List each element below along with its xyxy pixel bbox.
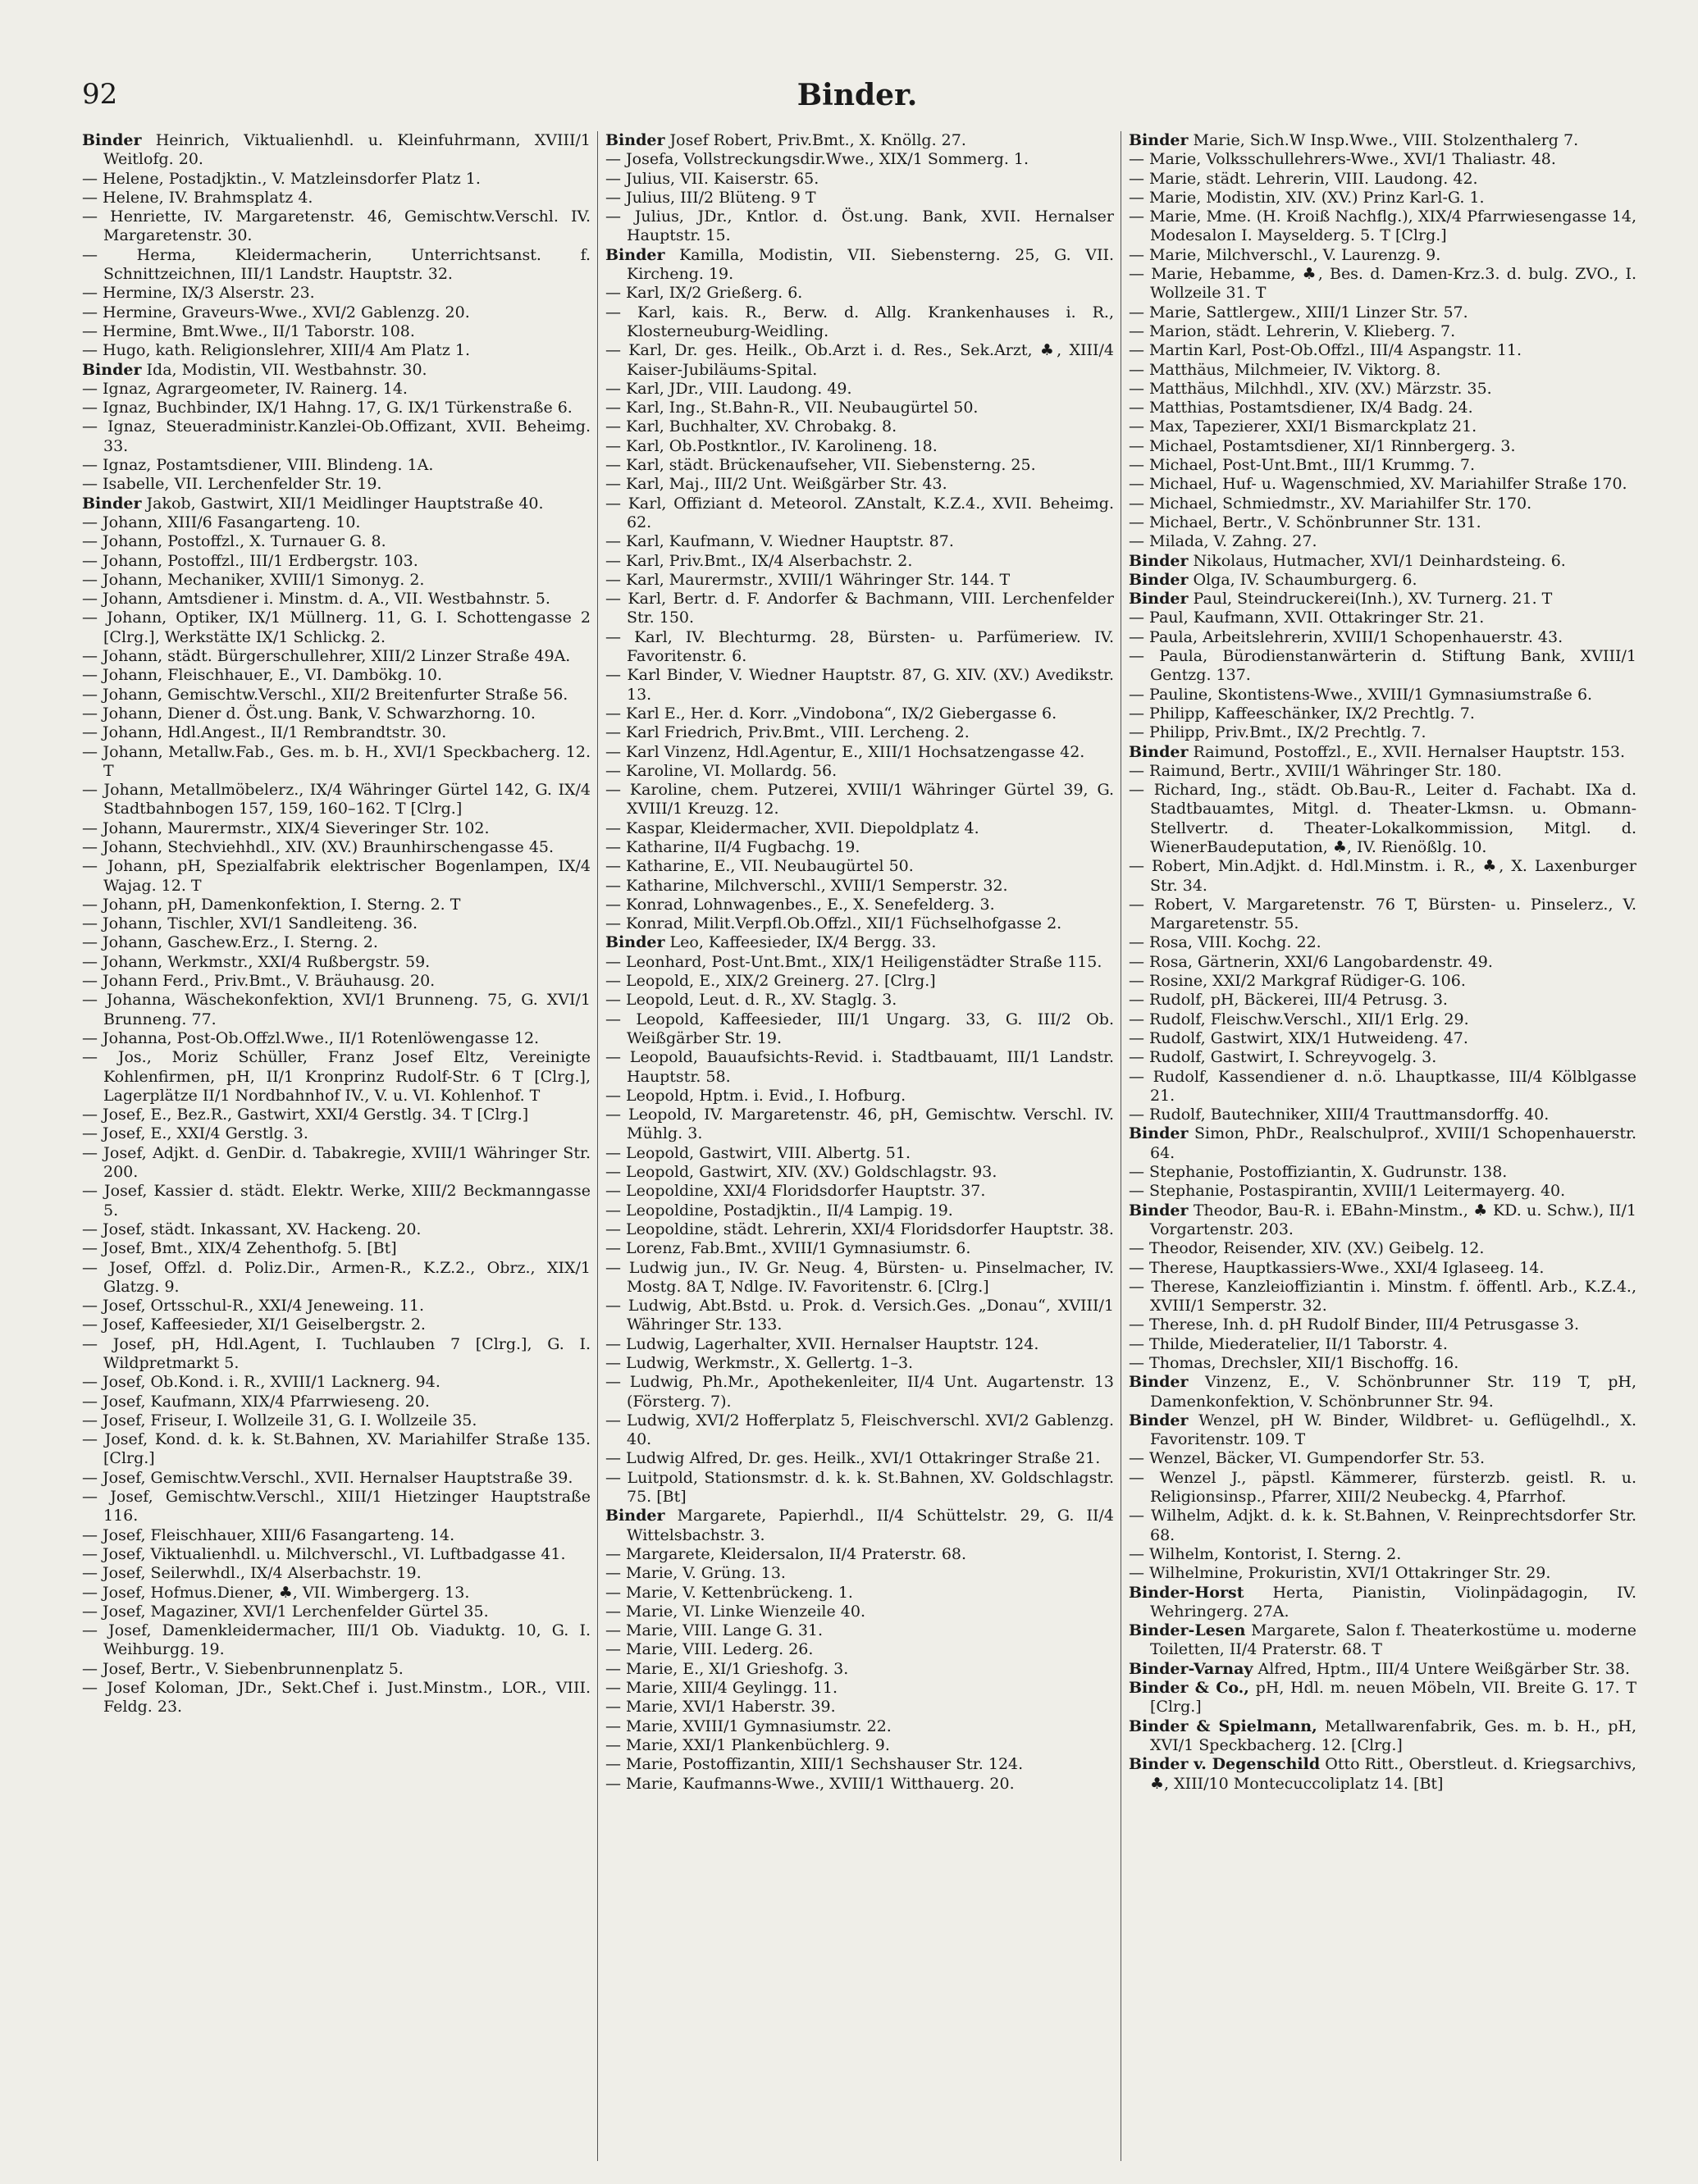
- directory-entry: Binder Leo, Kaffeesieder, IX/4 Bergg. 33.: [605, 933, 937, 952]
- directory-entry: — Ludwig, Abt.Bstd. u. Prok. d. Versich.Ges. „Donau“, XVIII/1 Währinger Str. 133.: [605, 1297, 1114, 1334]
- column-2: [605, 131, 1114, 2165]
- directory-entry: Binder Kamilla, Modistin, VII. Siebensterng. 25, G. VII. Kircheng. 19.: [605, 245, 1114, 284]
- directory-entry: — Josef, Ortsschul-R., XXI/4 Jeneweing. 11.: [82, 1297, 425, 1315]
- directory-entry: — Leopoldine, Postadjktin., II/4 Lampig. 19.: [605, 1201, 953, 1220]
- page-title: Binder.: [797, 78, 918, 112]
- directory-entry: — Josef, Adjkt. d. GenDir. d. Tabakregie, XVIII/1 Währinger Str. 200.: [82, 1143, 591, 1182]
- directory-entry: — Marion, städt. Lehrerin, V. Klieberg. 7.: [1129, 321, 1456, 340]
- directory-entry: — Johann, städt. Bürgerschullehrer, XIII/2 Linzer Straße 49A.: [82, 647, 571, 666]
- directory-entry: — Josef, städt. Inkassant, XV. Hackeng. 20.: [82, 1220, 422, 1238]
- directory-entry: — Johann, Metallw.Fab., Ges. m. b. H., XVI/1 Speckbacherg. 12. T: [82, 742, 591, 780]
- directory-entry: — Marie, V. Grüng. 13.: [605, 1564, 786, 1583]
- directory-entry: — Therese, Hauptkassiers-Wwe., XXI/4 Iglaseeg. 14.: [1129, 1258, 1545, 1277]
- directory-entry: — Katharine, II/4 Fugbachg. 19.: [605, 837, 860, 856]
- directory-entry: — Karl, Dr. ges. Heilk., Ob.Arzt i. d. Res., Sek.Arzt, ♣, XIII/4 Kaiser-Jubiläums-Spital.: [605, 341, 1114, 379]
- directory-entry: — Robert, Min.Adjkt. d. Hdl.Minstm. i. R., ♣, X. Laxenburger Str. 34.: [1129, 857, 1636, 895]
- directory-entry: Binder Jakob, Gastwirt, XII/1 Meidlinger Hauptstraße 40.: [82, 494, 544, 513]
- directory-entry: Binder Margarete, Papierhdl., II/4 Schüttelstr. 29, G. II/4 Wittelsbachstr. 3.: [605, 1507, 1114, 1544]
- directory-entry: — Ignaz, Postamtsdiener, VIII. Blindeng. 1A.: [82, 456, 434, 475]
- directory-entry: — Michael, Bertr., V. Schönbrunner Str. 131.: [1129, 513, 1481, 531]
- directory-columns: [82, 131, 1636, 2165]
- directory-entry: — Leopold, Kaffeesieder, III/1 Ungarg. 33, G. III/2 Ob. Weißgärber Str. 19.: [605, 1010, 1114, 1047]
- directory-entry: — Josef, Damenkleidermacher, III/1 Ob. Viaduktg. 10, G. I. Weihburgg. 19.: [82, 1621, 591, 1659]
- directory-entry: Binder Heinrich, Viktualienhdl. u. Kleinfuhrmann, XVIII/1 Weitlofg. 20.: [82, 131, 591, 169]
- directory-entry: — Leopoldine, XXI/4 Floridsdorfer Hauptstr. 37.: [605, 1182, 986, 1201]
- directory-entry: — Konrad, Lohnwagenbes., E., X. Senefelderg. 3.: [605, 895, 995, 914]
- directory-entry: — Konrad, Milit.Verpfl.Ob.Offzl., XII/1 Füchselhofgasse 2.: [605, 914, 1062, 933]
- directory-entry: — Karl, JDr., VIII. Laudong. 49.: [605, 379, 852, 398]
- directory-entry: — Johann, Gaschew.Erz., I. Sterng. 2.: [82, 933, 378, 952]
- directory-entry: — Karl, Maurermstr., XVIII/1 Währinger Str. 144. T: [605, 570, 1011, 589]
- directory-entry: — Josef, Kaffeesieder, XI/1 Geiselbergstr. 2.: [82, 1315, 426, 1334]
- directory-entry: — Marie, Mme. (H. Kroiß Nachflg.), XIX/4 Pfarrwiesengasse 14, Modesalon I. Mayselderg. 5. T [Clrg.]: [1129, 207, 1636, 245]
- directory-entry: — Helene, Postadjktin., V. Matzleinsdorfer Platz 1.: [82, 169, 481, 188]
- directory-entry: — Karoline, chem. Putzerei, XVIII/1 Währinger Gürtel 39, G. XVIII/1 Kreuzg. 12.: [605, 781, 1114, 818]
- directory-entry: — Matthäus, Milchhdl., XIV. (XV.) Märzstr. 35.: [1129, 379, 1492, 398]
- directory-entry: — Marie, Milchverschl., V. Laurenzg. 9.: [1129, 245, 1441, 264]
- directory-entry: — Johann Ferd., Priv.Bmt., V. Bräuhausg. 20.: [82, 972, 436, 991]
- directory-entry: — Josef, Seilerwhdl., IX/4 Alserbachstr. 19.: [82, 1564, 422, 1583]
- directory-entry: — Michael, Huf- u. Wagenschmied, XV. Mariahilfer Straße 170.: [1129, 475, 1627, 494]
- directory-entry: — Kaspar, Kleidermacher, XVII. Diepoldplatz 4.: [605, 818, 979, 837]
- directory-entry: — Leonhard, Post-Unt.Bmt., XIX/1 Heiligenstädter Straße 115.: [605, 952, 1102, 971]
- directory-entry: — Josef, Friseur, I. Wollzeile 31, G. I. Wollzeile 35.: [82, 1411, 477, 1429]
- directory-entry: — Johann, Amtsdiener i. Minstm. d. A., VII. Westbahnstr. 5.: [82, 590, 550, 609]
- directory-entry: — Marie, Kaufmanns-Wwe., XVIII/1 Witthauerg. 20.: [605, 1774, 1015, 1793]
- directory-entry: — Marie, XIII/4 Geylingg. 11.: [605, 1679, 838, 1698]
- directory-entry: — Marie, Volksschullehrers-Wwe., XVI/1 Thaliastr. 48.: [1129, 150, 1556, 169]
- directory-entry: — Johann, Diener d. Öst.ung. Bank, V. Schwarzhorng. 10.: [82, 704, 536, 723]
- directory-entry: — Leopold, Leut. d. R., XV. Staglg. 3.: [605, 991, 897, 1010]
- directory-entry: Binder-Varnay Alfred, Hptm., III/4 Untere Weißgärber Str. 38.: [1129, 1659, 1630, 1678]
- directory-entry: — Ludwig jun., IV. Gr. Neug. 4, Bürsten- u. Pinselmacher, IV. Mostg. 8A T, Ndlge. IV. Favoritenstr. 6. [Clrg.]: [605, 1258, 1114, 1296]
- directory-entry: — Paula, Arbeitslehrerin, XVIII/1 Schopenhauerstr. 43.: [1129, 627, 1563, 646]
- directory-entry: — Josef, Magaziner, XVI/1 Lerchenfelder Gürtel 35.: [82, 1602, 489, 1621]
- directory-entry: — Ignaz, Steueradministr.Kanzlei-Ob.Offizant, XVII. Beheimg. 33.: [82, 417, 591, 455]
- directory-entry: — Johann, Fleischhauer, E., VI. Dambökg. 10.: [82, 666, 442, 685]
- directory-entry: — Josef, E., XXI/4 Gerstlg. 3.: [82, 1124, 308, 1143]
- directory-entry: — Josef, E., Bez.R., Gastwirt, XXI/4 Gerstlg. 34. T [Clrg.]: [82, 1106, 529, 1124]
- directory-entry: — Ludwig, XVI/2 Hofferplatz 5, Fleischverschl. XVI/2 Gablenzg. 40.: [605, 1411, 1114, 1449]
- directory-entry: — Raimund, Bertr., XVIII/1 Währinger Str. 180.: [1129, 761, 1502, 780]
- directory-entry: — Josef, Hofmus.Diener, ♣, VII. Wimbergerg. 13.: [82, 1583, 470, 1602]
- directory-entry: Binder Ida, Modistin, VII. Westbahnstr. 30.: [82, 360, 427, 379]
- directory-entry: — Leopoldine, städt. Lehrerin, XXI/4 Floridsdorfer Hauptstr. 38.: [605, 1220, 1114, 1238]
- directory-entry: — Josef, Gemischtw.Verschl., XVII. Hernalser Hauptstraße 39.: [82, 1468, 573, 1487]
- directory-entry: — Josef, Bmt., XIX/4 Zehenthofg. 5. [Bt]: [82, 1239, 397, 1258]
- directory-entry: — Rosa, VIII. Kochg. 22.: [1129, 933, 1321, 952]
- directory-entry: — Karl Binder, V. Wiedner Hauptstr. 87, G. XIV. (XV.) Avedikstr. 13.: [605, 666, 1114, 704]
- page-number: 92: [82, 78, 118, 111]
- directory-entry: — Wilhelmine, Prokuristin, XVI/1 Ottakringer Str. 29.: [1129, 1564, 1551, 1583]
- directory-entry: — Rosine, XXI/2 Markgraf Rüdiger-G. 106.: [1129, 972, 1466, 991]
- directory-entry: — Josef, Viktualienhdl. u. Milchverschl., VI. Luftbadgasse 41.: [82, 1544, 566, 1563]
- directory-entry: — Josef, Offzl. d. Poliz.Dir., Armen-R., K.Z.2., Obrz., XIX/1 Glatzg. 9.: [82, 1258, 591, 1296]
- directory-entry: Binder Wenzel, pH W. Binder, Wildbret- u. Geflügelhdl., X. Favoritenstr. 109. T: [1129, 1411, 1636, 1449]
- directory-entry: — Julius, VII. Kaiserstr. 65.: [605, 169, 819, 188]
- directory-entry: — Stephanie, Postoffiziantin, X. Gudrunstr. 138.: [1129, 1163, 1508, 1182]
- directory-entry: — Johanna, Wäschekonfektion, XVI/1 Brunneng. 75, G. XVI/1 Brunneng. 77.: [82, 991, 591, 1028]
- directory-entry: — Johann, Gemischtw.Verschl., XII/2 Breitenfurter Straße 56.: [82, 685, 568, 704]
- directory-entry: — Josef, Gemischtw.Verschl., XIII/1 Hietzinger Hauptstraße 116.: [82, 1488, 591, 1525]
- directory-entry: — Josef, Kaufmann, XIX/4 Pfarrwieseng. 20.: [82, 1392, 430, 1411]
- directory-entry: — Johann, Mechaniker, XVIII/1 Simonyg. 2.: [82, 570, 425, 589]
- directory-entry: — Henriette, IV. Margaretenstr. 46, Gemischtw.Verschl. IV. Margaretenstr. 30.: [82, 207, 591, 245]
- directory-entry: — Matthias, Postamtsdiener, IX/4 Badg. 24.: [1129, 399, 1473, 417]
- directory-entry: — Marie, VIII. Lange G. 31.: [605, 1621, 824, 1640]
- directory-entry: — Philipp, Kaffeeschänker, IX/2 Prechtlg. 7.: [1129, 704, 1475, 723]
- directory-entry: — Marie, Sattlergew., XIII/1 Linzer Str. 57.: [1129, 303, 1468, 321]
- directory-entry: — Pauline, Skontistens-Wwe., XVIII/1 Gymnasiumstraße 6.: [1129, 685, 1593, 704]
- directory-entry: — Rudolf, Gastwirt, XIX/1 Hutweideng. 47.: [1129, 1028, 1468, 1047]
- directory-entry: — Johann, pH, Spezialfabrik elektrischer Bogenlampen, IX/4 Wajag. 12. T: [82, 857, 591, 895]
- directory-entry: — Karl, Ob.Postkntlor., IV. Karolineng. 18.: [605, 436, 938, 455]
- directory-entry: — Johann, Werkmstr., XXI/4 Rußbergstr. 59.: [82, 952, 431, 971]
- page-header: [82, 78, 1632, 119]
- directory-entry: Binder Marie, Sich.W Insp.Wwe., VIII. Stolzenthalerg 7.: [1129, 131, 1579, 149]
- directory-entry: Binder Nikolaus, Hutmacher, XVI/1 Deinhardsteing. 6.: [1129, 551, 1566, 570]
- directory-entry: — Hermine, Graveurs-Wwe., XVI/2 Gablenzg. 20.: [82, 303, 470, 321]
- directory-entry: — Karl Friedrich, Priv.Bmt., VIII. Lercheng. 2.: [605, 723, 970, 742]
- directory-entry: — Michael, Schmiedmstr., XV. Mariahilfer Str. 170.: [1129, 494, 1532, 513]
- directory-entry: — Therese, Kanzleioffiziantin i. Minstm. f. öffentl. Arb., K.Z.4., XVIII/1 Semperstr. 32.: [1129, 1277, 1636, 1315]
- directory-entry: — Josef, Fleischhauer, XIII/6 Fasangarteng. 14.: [82, 1525, 455, 1544]
- directory-entry: — Johann, Metallmöbelerz., IX/4 Währinger Gürtel 142, G. IX/4 Stadtbahnbogen 157, 159, 160–162. T [Clrg.]: [82, 781, 591, 818]
- directory-entry: — Johann, Stechviehhdl., XIV. (XV.) Braunhirschengasse 45.: [82, 837, 555, 856]
- directory-entry: — Jos., Moriz Schüller, Franz Josef Eltz, Vereinigte Kohlenfirmen, pH, II/1 Kronprinz Rudolf-Str. 6 T [Clrg.], Lagerplätze II/1 Nordbahnhof IV., V. u. VI. Kohlenhof. T: [82, 1048, 591, 1105]
- directory-entry: — Wenzel, Bäcker, VI. Gumpendorfer Str. 53.: [1129, 1449, 1486, 1468]
- directory-entry: — Thilde, Miederatelier, II/1 Taborstr. 4.: [1129, 1334, 1448, 1353]
- directory-entry: — Johann, Postoffzl., III/1 Erdbergstr. 103.: [82, 551, 418, 570]
- directory-entry: — Michael, Postamtsdiener, XI/1 Rinnbergerg. 3.: [1129, 436, 1516, 455]
- directory-entry: — Josef, Ob.Kond. i. R., XVIII/1 Lacknerg. 94.: [82, 1373, 440, 1392]
- directory-entry: — Hugo, kath. Religionslehrer, XIII/4 Am Platz 1.: [82, 341, 470, 360]
- directory-entry: — Karl, städt. Brückenaufseher, VII. Siebensterng. 25.: [605, 456, 1036, 475]
- directory-entry: — Michael, Post-Unt.Bmt., III/1 Krummg. 7.: [1129, 456, 1476, 475]
- directory-entry: — Ludwig Alfred, Dr. ges. Heilk., XVI/1 Ottakringer Straße 21.: [605, 1449, 1101, 1468]
- directory-entry: — Karl, Offiziant d. Meteorol. ZAnstalt, K.Z.4., XVII. Beheimg. 62.: [605, 494, 1114, 531]
- directory-entry: — Therese, Inh. d. pH Rudolf Binder, III/4 Petrusgasse 3.: [1129, 1315, 1580, 1334]
- directory-entry: — Rudolf, pH, Bäckerei, III/4 Petrusg. 3.: [1129, 991, 1448, 1010]
- directory-entry: — Stephanie, Postaspirantin, XVIII/1 Leitermayerg. 40.: [1129, 1182, 1566, 1201]
- directory-entry: — Leopold, Bauaufsichts-Revid. i. Stadtbauamt, III/1 Landstr. Hauptstr. 58.: [605, 1048, 1114, 1086]
- directory-entry: — Theodor, Reisender, XIV. (XV.) Geibelg. 12.: [1129, 1239, 1485, 1258]
- directory-entry: — Leopold, IV. Margaretenstr. 46, pH, Gemischtw. Verschl. IV. Mühlg. 3.: [605, 1106, 1114, 1143]
- directory-entry: — Richard, Ing., städt. Ob.Bau-R., Leiter d. Fachabt. IXa d. Stadtbauamtes, Mitgl. d. Theater-Lkmsn. u. Obmann-Stellvertr. d. Theater-Lokalkommission, Mitgl. d. WienerBaudeputation, ♣, IV. Rienößlg. 10.: [1129, 781, 1636, 856]
- directory-entry: — Paula, Bürodienstanwärterin d. Stiftung Bank, XVIII/1 Gentzg. 137.: [1129, 647, 1636, 685]
- directory-entry: — Ludwig, Lagerhalter, XVII. Hernalser Hauptstr. 124.: [605, 1334, 1039, 1353]
- directory-entry: — Karl E., Her. d. Korr. „Vindobona“, IX/2 Giebergasse 6.: [605, 704, 1057, 723]
- directory-entry: — Rudolf, Bautechniker, XIII/4 Trauttmansdorffg. 40.: [1129, 1106, 1550, 1124]
- directory-entry: Binder Vinzenz, E., V. Schönbrunner Str. 119 T, pH, Damenkonfektion, V. Schönbrunner Str. 94.: [1129, 1373, 1636, 1411]
- directory-entry: — Ludwig, Ph.Mr., Apothekenleiter, II/4 Unt. Augartenstr. 13 (Försterg. 7).: [605, 1373, 1114, 1411]
- directory-entry: — Johann, Postoffzl., X. Turnauer G. 8.: [82, 532, 386, 551]
- directory-entry: — Katharine, E., VII. Neubaugürtel 50.: [605, 857, 914, 876]
- directory-entry: Binder Paul, Steindruckerei(Inh.), XV. Turnerg. 21. T: [1129, 590, 1553, 609]
- directory-entry: — Philipp, Priv.Bmt., IX/2 Prechtlg. 7.: [1129, 723, 1426, 742]
- directory-entry: — Johann, Maurermstr., XIX/4 Sieveringer Str. 102.: [82, 818, 490, 837]
- directory-entry: — Leopold, Gastwirt, XIV. (XV.) Goldschlagstr. 93.: [605, 1163, 997, 1182]
- directory-entry: — Marie, VI. Linke Wienzeile 40.: [605, 1602, 865, 1621]
- directory-entry: — Johann, Optiker, IX/1 Müllnerg. 11, G. I. Schottengasse 2 [Clrg.], Werkstätte IX/1 Schlickg. 2.: [82, 609, 591, 646]
- directory-entry: — Ignaz, Agrargeometer, IV. Rainerg. 14.: [82, 379, 408, 398]
- directory-entry: — Ludwig, Werkmstr., X. Gellertg. 1–3.: [605, 1354, 914, 1372]
- directory-entry: — Leopold, E., XIX/2 Greinerg. 27. [Clrg.]: [605, 972, 936, 991]
- directory-entry: Binder Theodor, Bau-R. i. EBahn-Minstm., ♣ KD. u. Schw.), II/1 Vorgartenstr. 203.: [1129, 1201, 1636, 1238]
- directory-entry: — Herma, Kleidermacherin, Unterrichtsanst. f. Schnittzeichnen, III/1 Landstr. Hauptstr. 32.: [82, 245, 591, 284]
- directory-entry: — Isabelle, VII. Lerchenfelder Str. 19.: [82, 475, 382, 494]
- directory-entry: — Karl, Ing., St.Bahn-R., VII. Neubaugürtel 50.: [605, 399, 979, 417]
- directory-entry: — Johanna, Post-Ob.Offzl.Wwe., II/1 Rotenlöwengasse 12.: [82, 1028, 540, 1047]
- directory-entry: — Josef Koloman, JDr., Sekt.Chef i. Just.Minstm., LOR., VIII. Feldg. 23.: [82, 1679, 591, 1717]
- directory-entry: — Karl, Maj., III/2 Unt. Weißgärber Str. 43.: [605, 475, 947, 494]
- directory-entry: — Hermine, Bmt.Wwe., II/1 Taborstr. 108.: [82, 321, 415, 340]
- directory-entry: Binder v. Degenschild Otto Ritt., Oberstleut. d. Kriegsarchivs, ♣, XIII/10 Montecuccoliplatz 14. [Bt]: [1129, 1755, 1636, 1793]
- directory-entry: — Luitpold, Stationsmstr. d. k. k. St.Bahnen, XV. Goldschlagstr. 75. [Bt]: [605, 1468, 1114, 1507]
- directory-entry: — Ignaz, Buchbinder, IX/1 Hahng. 17, G. IX/1 Türkenstraße 6.: [82, 399, 573, 417]
- directory-entry: — Julius, III/2 Blüteng. 9 T: [605, 188, 816, 207]
- directory-entry: — Karl, Kaufmann, V. Wiedner Hauptstr. 87.: [605, 532, 954, 551]
- directory-entry: — Milada, V. Zahng. 27.: [1129, 532, 1317, 551]
- directory-entry: — Karl, IX/2 Grießerg. 6.: [605, 284, 803, 303]
- directory-entry: — Karl, Priv.Bmt., IX/4 Alserbachstr. 2.: [605, 551, 913, 570]
- directory-entry: Binder & Co., pH, Hdl. m. neuen Möbeln, VII. Breite G. 17. T [Clrg.]: [1129, 1679, 1636, 1717]
- directory-entry: — Leopold, Gastwirt, VIII. Albertg. 51.: [605, 1143, 911, 1162]
- directory-entry: — Robert, V. Margaretenstr. 76 T, Bürsten- u. Pinselerz., V. Margaretenstr. 55.: [1129, 895, 1636, 933]
- directory-entry: — Marie, V. Kettenbrückeng. 1.: [605, 1583, 853, 1602]
- directory-entry: Binder-Lesen Margarete, Salon f. Theaterkostüme u. moderne Toiletten, II/4 Praterstr. 68. T: [1129, 1621, 1636, 1659]
- directory-entry: — Josefa, Vollstreckungsdir.Wwe., XIX/1 Sommerg. 1.: [605, 150, 1029, 169]
- directory-entry: — Karl, Buchhalter, XV. Chrobakg. 8.: [605, 417, 897, 436]
- directory-entry: — Leopold, Hptm. i. Evid., I. Hofburg.: [605, 1086, 906, 1105]
- directory-entry: — Karoline, VI. Mollardg. 56.: [605, 761, 838, 780]
- column-1: [82, 131, 591, 2165]
- directory-entry: — Marie, E., XI/1 Grieshofg. 3.: [605, 1659, 849, 1678]
- directory-entry: Binder Raimund, Postoffzl., E., XVII. Hernalser Hauptstr. 153.: [1129, 742, 1626, 761]
- directory-entry: Binder Josef Robert, Priv.Bmt., X. Knöllg. 27.: [605, 131, 966, 149]
- directory-entry: — Julius, JDr., Kntlor. d. Öst.ung. Bank, XVII. Hernalser Hauptstr. 15.: [605, 207, 1114, 245]
- directory-entry: — Johann, pH, Damenkonfektion, I. Sterng. 2. T: [82, 895, 461, 914]
- directory-entry: — Margarete, Kleidersalon, II/4 Praterstr. 68.: [605, 1544, 967, 1563]
- directory-entry: Binder Olga, IV. Schaumburgerg. 6.: [1129, 570, 1417, 589]
- directory-entry: — Rudolf, Gastwirt, I. Schreyvogelg. 3.: [1129, 1048, 1437, 1067]
- directory-entry: — Josef, Kassier d. städt. Elektr. Werke, XIII/2 Beckmanngasse 5.: [82, 1182, 591, 1220]
- directory-entry: — Marie, Postoffizantin, XIII/1 Sechshauser Str. 124.: [605, 1755, 1024, 1774]
- directory-entry: Binder Simon, PhDr., Realschulprof., XVIII/1 Schopenhauerstr. 64.: [1129, 1124, 1636, 1162]
- directory-entry: Binder-Horst Herta, Pianistin, Violinpädagogin, IV. Wehringerg. 27A.: [1129, 1583, 1636, 1621]
- directory-entry: — Martin Karl, Post-Ob.Offzl., III/4 Aspangstr. 11.: [1129, 341, 1522, 360]
- directory-entry: — Hermine, IX/3 Alserstr. 23.: [82, 284, 315, 303]
- column-3: [1129, 131, 1636, 2165]
- directory-entry: — Marie, XVI/1 Haberstr. 39.: [605, 1698, 836, 1717]
- directory-entry: — Matthäus, Milchmeier, IV. Viktorg. 8.: [1129, 360, 1441, 379]
- directory-entry: — Helene, IV. Brahmsplatz 4.: [82, 188, 313, 207]
- directory-entry: — Karl, kais. R., Berw. d. Allg. Krankenhauses i. R., Klosterneuburg-Weidling.: [605, 303, 1114, 340]
- directory-entry: — Paul, Kaufmann, XVII. Ottakringer Str. 21.: [1129, 609, 1485, 627]
- directory-entry: — Karl, IV. Blechturmg. 28, Bürsten- u. Parfümeriew. IV. Favoritenstr. 6.: [605, 627, 1114, 666]
- directory-entry: — Josef, Bertr., V. Siebenbrunnenplatz 5.: [82, 1659, 404, 1678]
- directory-entry: — Rudolf, Kassendiener d. n.ö. Lhauptkasse, III/4 Kölblgasse 21.: [1129, 1067, 1636, 1105]
- directory-entry: — Thomas, Drechsler, XII/1 Bischoffg. 16.: [1129, 1354, 1459, 1372]
- directory-entry: — Rosa, Gärtnerin, XXI/6 Langobardenstr. 49.: [1129, 952, 1493, 971]
- directory-entry: — Marie, Modistin, XIV. (XV.) Prinz Karl-G. 1.: [1129, 188, 1485, 207]
- directory-entry: — Lorenz, Fab.Bmt., XVIII/1 Gymnasiumstr. 6.: [605, 1239, 971, 1258]
- directory-entry: — Josef, Kond. d. k. k. St.Bahnen, XV. Mariahilfer Straße 135. [Clrg.]: [82, 1430, 591, 1468]
- directory-entry: — Johann, Hdl.Angest., II/1 Rembrandtstr. 30.: [82, 723, 447, 742]
- directory-entry: — Karl, Bertr. d. F. Andorfer & Bachmann, VIII. Lerchenfelder Str. 150.: [605, 590, 1114, 627]
- directory-entry: — Johann, Tischler, XVI/1 Sandleiteng. 36.: [82, 914, 418, 933]
- directory-entry: — Wilhelm, Kontorist, I. Sterng. 2.: [1129, 1544, 1402, 1563]
- directory-entry: Binder & Spielmann, Metallwarenfabrik, Ges. m. b. H., pH, XVI/1 Speckbacherg. 12. [Clrg.]: [1129, 1717, 1636, 1754]
- directory-entry: — Karl Vinzenz, Hdl.Agentur, E., XIII/1 Hochsatzengasse 42.: [605, 742, 1085, 761]
- directory-entry: — Marie, VIII. Lederg. 26.: [605, 1640, 814, 1659]
- directory-entry: — Max, Tapezierer, XXI/1 Bismarckplatz 21.: [1129, 417, 1477, 436]
- directory-entry: — Wilhelm, Adjkt. d. k. k. St.Bahnen, V. Reinprechtsdorfer Str. 68.: [1129, 1507, 1636, 1544]
- directory-entry: — Josef, pH, Hdl.Agent, I. Tuchlauben 7 [Clrg.], G. I. Wildpretmarkt 5.: [82, 1334, 591, 1372]
- directory-entry: — Wenzel J., päpstl. Kämmerer, fürsterzb. geistl. R. u. Religionsinsp., Pfarrer, XIII/2 Neubeckg. 4, Pfarrhof.: [1129, 1468, 1636, 1507]
- directory-entry: — Marie, XXI/1 Plankenbüchlerg. 9.: [605, 1735, 890, 1754]
- directory-entry: — Katharine, Milchverschl., XVIII/1 Semperstr. 32.: [605, 876, 1008, 895]
- directory-entry: — Marie, städt. Lehrerin, VIII. Laudong. 42.: [1129, 169, 1478, 188]
- directory-entry: — Rudolf, Fleischw.Verschl., XII/1 Erlg. 29.: [1129, 1010, 1469, 1028]
- directory-entry: — Marie, XVIII/1 Gymnasiumstr. 22.: [605, 1717, 892, 1735]
- directory-entry: — Marie, Hebamme, ♣, Bes. d. Damen-Krz.3. d. bulg. ZVO., I. Wollzeile 31. T: [1129, 265, 1636, 303]
- directory-entry: — Johann, XIII/6 Fasangarteng. 10.: [82, 513, 361, 531]
